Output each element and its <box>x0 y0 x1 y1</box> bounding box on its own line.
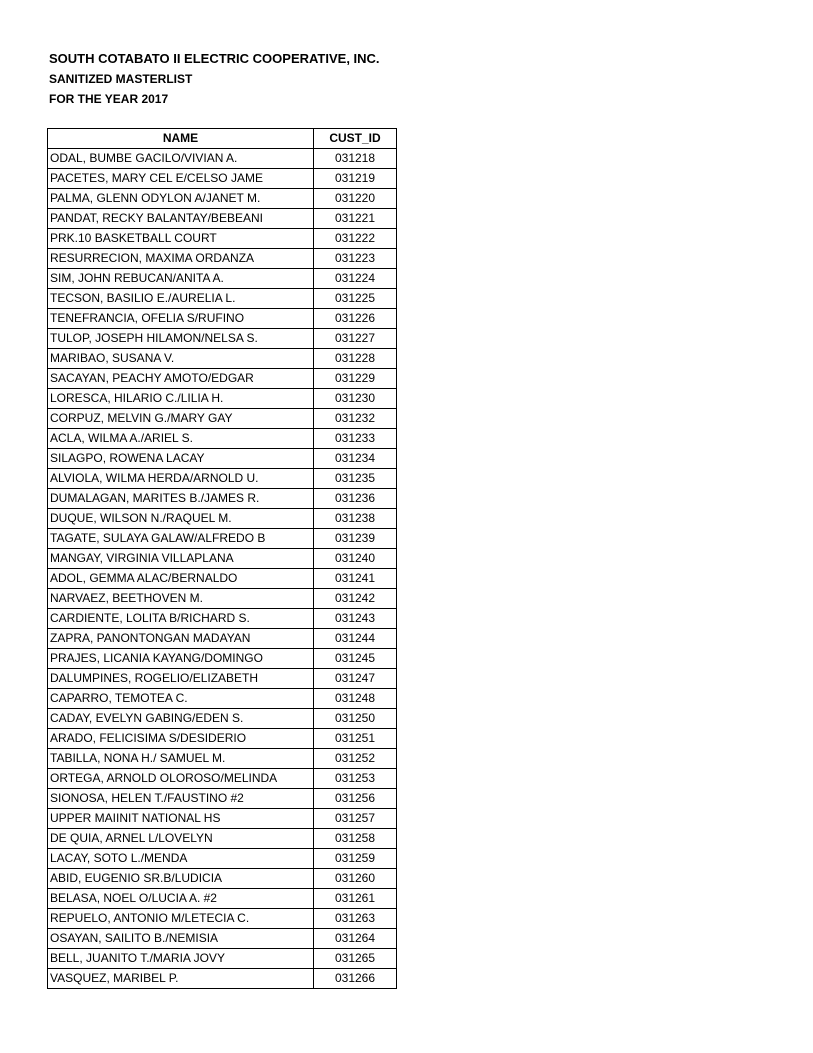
customer-id-cell: 031223 <box>314 249 397 269</box>
masterlist-table <box>47 128 397 989</box>
customer-id-cell: 031252 <box>314 749 397 769</box>
customer-name-cell: ZAPRA, PANONTONGAN MADAYAN <box>48 629 314 649</box>
customer-id-cell: 031256 <box>314 789 397 809</box>
customer-name-cell: ODAL, BUMBE GACILO/VIVIAN A. <box>48 149 314 169</box>
customer-name-cell: DE QUIA, ARNEL L/LOVELYN <box>48 829 314 849</box>
table-row <box>48 409 397 429</box>
customer-name-cell: SIONOSA, HELEN T./FAUSTINO #2 <box>48 789 314 809</box>
customer-name-cell: RESURRECION, MAXIMA ORDANZA <box>48 249 314 269</box>
customer-name-cell: VASQUEZ, MARIBEL P. <box>48 969 314 989</box>
customer-id-cell: 031232 <box>314 409 397 429</box>
customer-name-cell: DUMALAGAN, MARITES B./JAMES R. <box>48 489 314 509</box>
table-row <box>48 829 397 849</box>
table-row <box>48 649 397 669</box>
customer-name-cell: LACAY, SOTO L./MENDA <box>48 849 314 869</box>
document-header <box>49 50 380 110</box>
customer-id-cell: 031225 <box>314 289 397 309</box>
customer-id-cell: 031240 <box>314 549 397 569</box>
customer-id-cell: 031229 <box>314 369 397 389</box>
customer-name-cell: SILAGPO, ROWENA LACAY <box>48 449 314 469</box>
customer-id-cell: 031233 <box>314 429 397 449</box>
table-row <box>48 269 397 289</box>
table-row <box>48 549 397 569</box>
customer-id-cell: 031227 <box>314 329 397 349</box>
customer-id-cell: 031244 <box>314 629 397 649</box>
customer-id-cell: 031265 <box>314 949 397 969</box>
customer-name-cell: CADAY, EVELYN GABING/EDEN S. <box>48 709 314 729</box>
table-row <box>48 229 397 249</box>
customer-name-cell: TENEFRANCIA, OFELIA S/RUFINO <box>48 309 314 329</box>
table-row <box>48 509 397 529</box>
customer-id-cell: 031220 <box>314 189 397 209</box>
customer-name-cell: NARVAEZ, BEETHOVEN M. <box>48 589 314 609</box>
table-row <box>48 529 397 549</box>
table-row <box>48 809 397 829</box>
table-row <box>48 589 397 609</box>
customer-id-cell: 031250 <box>314 709 397 729</box>
table-row <box>48 489 397 509</box>
customer-id-cell: 031264 <box>314 929 397 949</box>
table-row <box>48 609 397 629</box>
customer-id-cell: 031241 <box>314 569 397 589</box>
customer-name-cell: TAGATE, SULAYA GALAW/ALFREDO B <box>48 529 314 549</box>
customer-name-cell: ARADO, FELICISIMA S/DESIDERIO <box>48 729 314 749</box>
customer-name-cell: MANGAY, VIRGINIA VILLAPLANA <box>48 549 314 569</box>
customer-name-cell: PACETES, MARY CEL E/CELSO JAME <box>48 169 314 189</box>
table-row <box>48 309 397 329</box>
customer-id-cell: 031235 <box>314 469 397 489</box>
customer-name-cell: ORTEGA, ARNOLD OLOROSO/MELINDA <box>48 769 314 789</box>
table-body <box>48 149 397 989</box>
customer-id-cell: 031219 <box>314 169 397 189</box>
customer-name-cell: SACAYAN, PEACHY AMOTO/EDGAR <box>48 369 314 389</box>
customer-id-cell: 031248 <box>314 689 397 709</box>
table-row <box>48 349 397 369</box>
customer-name-cell: ACLA, WILMA A./ARIEL S. <box>48 429 314 449</box>
customer-id-cell: 031247 <box>314 669 397 689</box>
customer-name-cell: CORPUZ, MELVIN G./MARY GAY <box>48 409 314 429</box>
organization-title: SOUTH COTABATO II ELECTRIC COOPERATIVE, INC. <box>49 51 380 66</box>
document-subtitle: SANITIZED MASTERLIST <box>49 72 193 86</box>
table-row <box>48 169 397 189</box>
customer-id-cell: 031242 <box>314 589 397 609</box>
table-row <box>48 329 397 349</box>
table-row <box>48 249 397 269</box>
customer-name-cell: LORESCA, HILARIO C./LILIA H. <box>48 389 314 409</box>
customer-name-cell: BELASA, NOEL O/LUCIA A. #2 <box>48 889 314 909</box>
table-row <box>48 209 397 229</box>
customer-id-cell: 031218 <box>314 149 397 169</box>
document-year: FOR THE YEAR 2017 <box>49 92 169 106</box>
table-row <box>48 889 397 909</box>
table-row <box>48 929 397 949</box>
table-row <box>48 429 397 449</box>
table-row <box>48 569 397 589</box>
table-row <box>48 789 397 809</box>
customer-id-cell: 031263 <box>314 909 397 929</box>
customer-name-cell: ADOL, GEMMA ALAC/BERNALDO <box>48 569 314 589</box>
customer-id-cell: 031245 <box>314 649 397 669</box>
customer-id-cell: 031226 <box>314 309 397 329</box>
table-row <box>48 469 397 489</box>
customer-name-cell: PANDAT, RECKY BALANTAY/BEBEANI <box>48 209 314 229</box>
customer-name-cell: PALMA, GLENN ODYLON A/JANET M. <box>48 189 314 209</box>
table-header-row <box>48 129 397 149</box>
customer-id-cell: 031260 <box>314 869 397 889</box>
customer-name-cell: DUQUE, WILSON N./RAQUEL M. <box>48 509 314 529</box>
customer-name-cell: SIM, JOHN REBUCAN/ANITA A. <box>48 269 314 289</box>
customer-id-cell: 031221 <box>314 209 397 229</box>
customer-id-cell: 031228 <box>314 349 397 369</box>
customer-id-cell: 031258 <box>314 829 397 849</box>
customer-name-cell: ABID, EUGENIO SR.B/LUDICIA <box>48 869 314 889</box>
customer-name-cell: PRAJES, LICANIA KAYANG/DOMINGO <box>48 649 314 669</box>
table-row <box>48 729 397 749</box>
customer-id-cell: 031266 <box>314 969 397 989</box>
table-row <box>48 149 397 169</box>
customer-id-cell: 031222 <box>314 229 397 249</box>
table-row <box>48 749 397 769</box>
column-header-name: NAME <box>48 129 314 149</box>
customer-name-cell: CAPARRO, TEMOTEA C. <box>48 689 314 709</box>
customer-id-cell: 031257 <box>314 809 397 829</box>
customer-id-cell: 031261 <box>314 889 397 909</box>
table-row <box>48 189 397 209</box>
customer-name-cell: BELL, JUANITO T./MARIA JOVY <box>48 949 314 969</box>
customer-name-cell: PRK.10 BASKETBALL COURT <box>48 229 314 249</box>
table-row <box>48 389 397 409</box>
table-row <box>48 289 397 309</box>
table-row <box>48 369 397 389</box>
customer-id-cell: 031234 <box>314 449 397 469</box>
table-row <box>48 449 397 469</box>
customer-name-cell: OSAYAN, SAILITO B./NEMISIA <box>48 929 314 949</box>
customer-name-cell: MARIBAO, SUSANA V. <box>48 349 314 369</box>
customer-name-cell: REPUELO, ANTONIO M/LETECIA C. <box>48 909 314 929</box>
table-row <box>48 969 397 989</box>
customer-id-cell: 031243 <box>314 609 397 629</box>
customer-name-cell: TECSON, BASILIO E./AURELIA L. <box>48 289 314 309</box>
customer-id-cell: 031224 <box>314 269 397 289</box>
column-header-cust-id: CUST_ID <box>314 129 397 149</box>
customer-id-cell: 031230 <box>314 389 397 409</box>
table-row <box>48 949 397 969</box>
customer-name-cell: TABILLA, NONA H./ SAMUEL M. <box>48 749 314 769</box>
customer-id-cell: 031238 <box>314 509 397 529</box>
table-row <box>48 669 397 689</box>
table-row <box>48 869 397 889</box>
table-row <box>48 689 397 709</box>
table-row <box>48 769 397 789</box>
table-row <box>48 629 397 649</box>
table-row <box>48 709 397 729</box>
customer-id-cell: 031236 <box>314 489 397 509</box>
customer-id-cell: 031253 <box>314 769 397 789</box>
customer-id-cell: 031251 <box>314 729 397 749</box>
customer-name-cell: TULOP, JOSEPH HILAMON/NELSA S. <box>48 329 314 349</box>
customer-id-cell: 031259 <box>314 849 397 869</box>
customer-name-cell: UPPER MAIINIT NATIONAL HS <box>48 809 314 829</box>
table-row <box>48 849 397 869</box>
table-row <box>48 909 397 929</box>
customer-name-cell: ALVIOLA, WILMA HERDA/ARNOLD U. <box>48 469 314 489</box>
customer-id-cell: 031239 <box>314 529 397 549</box>
customer-name-cell: CARDIENTE, LOLITA B/RICHARD S. <box>48 609 314 629</box>
customer-name-cell: DALUMPINES, ROGELIO/ELIZABETH <box>48 669 314 689</box>
